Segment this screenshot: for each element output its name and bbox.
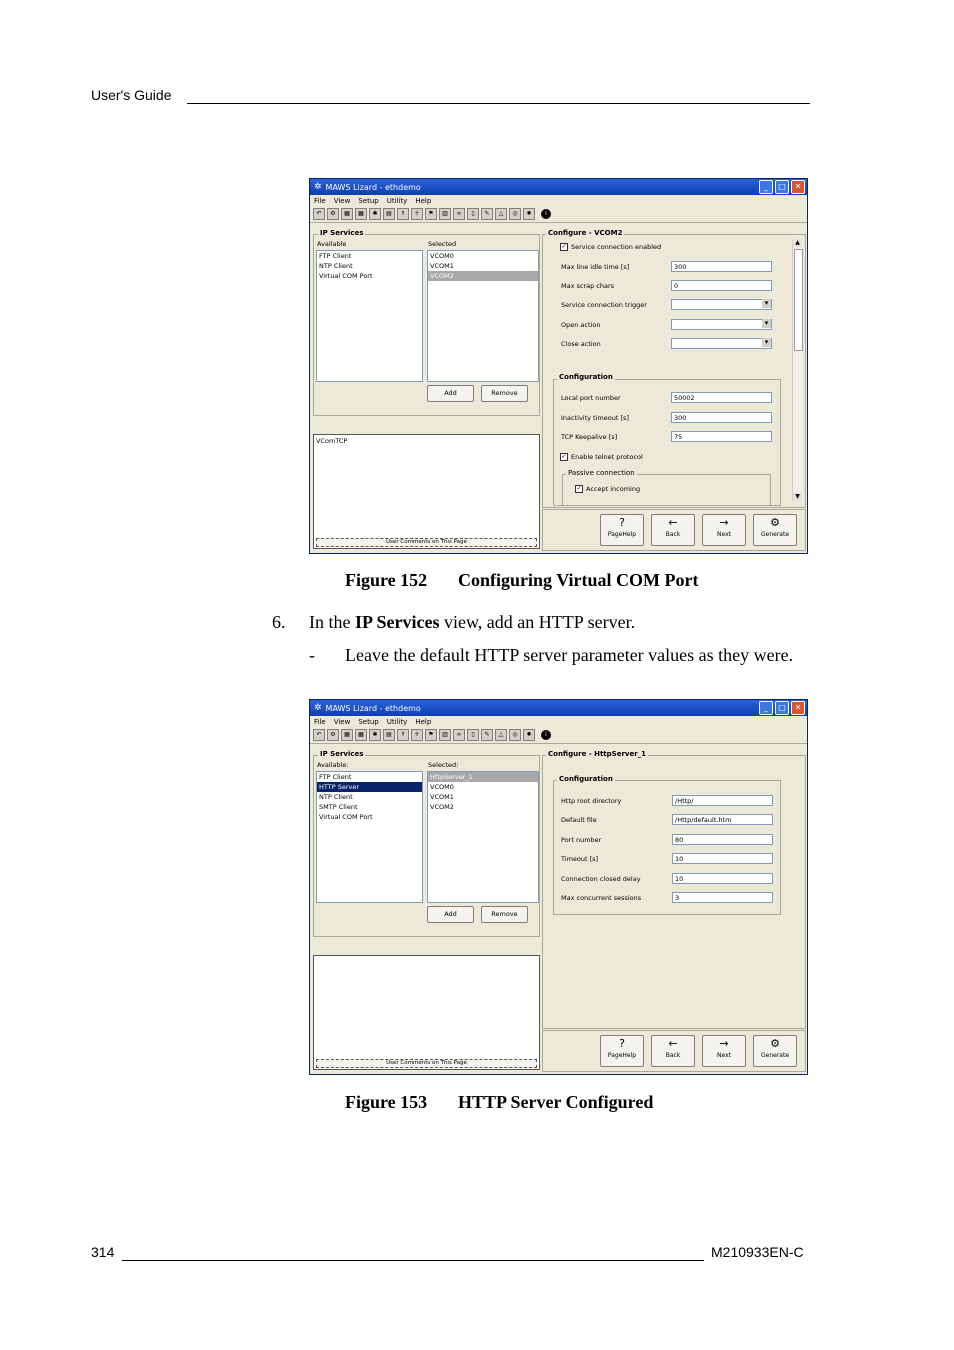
run-icon[interactable]: ☨ xyxy=(397,729,409,741)
list-item[interactable]: VCOM1 xyxy=(430,262,454,270)
passive-connection-title: Passive connection xyxy=(568,469,635,477)
back-button[interactable] xyxy=(651,514,695,546)
table-icon[interactable]: ▤ xyxy=(383,208,395,220)
close-button[interactable]: ✕ xyxy=(791,701,805,715)
user-comments-box[interactable] xyxy=(313,955,540,1070)
pen-icon[interactable]: ✎ xyxy=(481,208,493,220)
checkbox-label: Accept incoming xyxy=(586,485,641,493)
list-item[interactable]: VCOM0 xyxy=(430,783,454,791)
info-icon[interactable]: i xyxy=(541,209,551,219)
undo-icon[interactable]: ↶ xyxy=(313,208,325,220)
step-text-post: view, add an HTTP server. xyxy=(439,612,636,632)
comments-label: User Comments on This Page xyxy=(316,538,537,547)
header-rule xyxy=(187,103,810,104)
person-icon[interactable]: ☥ xyxy=(411,208,423,220)
list-item[interactable]: HttpServer_1 xyxy=(428,772,538,782)
add-button[interactable]: Add xyxy=(427,385,474,402)
available-label: Available: xyxy=(317,761,349,769)
user-comments-box[interactable] xyxy=(313,434,540,549)
remove-button[interactable]: Remove xyxy=(481,385,528,402)
combo-label: Service connection trigger xyxy=(561,301,647,309)
gear-icon[interactable]: ✹ xyxy=(523,208,535,220)
open-action-select[interactable] xyxy=(671,319,772,330)
document-icon[interactable]: ▯ xyxy=(467,208,479,220)
check-icon: ✓ xyxy=(576,485,582,492)
grid-icon[interactable]: ▥ xyxy=(439,208,451,220)
menu-view[interactable]: View xyxy=(333,196,351,205)
selected-list[interactable] xyxy=(427,250,539,382)
field-label: Timeout [s] xyxy=(561,855,599,863)
selected-label: Selected xyxy=(428,240,457,248)
scroll-up-icon[interactable]: ▲ xyxy=(793,239,802,247)
available-list[interactable] xyxy=(316,771,423,903)
max-scrap-field[interactable]: 0 xyxy=(671,280,772,291)
help-icon: ? xyxy=(619,516,625,529)
page-header: User's Guide xyxy=(91,87,172,103)
sensor-icon[interactable]: ✱ xyxy=(369,729,381,741)
list-item[interactable]: VCOM0 xyxy=(430,252,454,260)
device2-icon[interactable]: ▦ xyxy=(355,208,367,220)
checkbox-label: Enable telnet protocol xyxy=(571,453,643,461)
field-label: Http root directory xyxy=(561,797,622,805)
back-button[interactable] xyxy=(651,1035,695,1067)
table-icon[interactable]: ▤ xyxy=(383,729,395,741)
config-scrollbar[interactable] xyxy=(792,239,802,501)
checkbox-label: Service connection enabled xyxy=(571,243,662,251)
toolbar xyxy=(310,206,807,223)
generate-button[interactable] xyxy=(753,1035,797,1067)
tcp-keepalive-field[interactable]: 75 xyxy=(671,431,772,442)
step-text-bold: IP Services xyxy=(354,612,440,632)
run-icon[interactable]: ☨ xyxy=(397,208,409,220)
combo-label: Open action xyxy=(561,321,601,329)
menu-utility[interactable]: Utility xyxy=(386,717,408,726)
configure-title: Configure - VCOM2 xyxy=(548,229,623,237)
arrow-right-icon: → xyxy=(719,516,729,529)
list-item[interactable]: VCOM1 xyxy=(430,793,454,801)
minimize-button[interactable]: _ xyxy=(759,180,773,194)
button-label: Generate xyxy=(760,1052,790,1059)
accept-incoming-checkbox[interactable] xyxy=(575,485,640,493)
menu-file[interactable]: File xyxy=(314,717,326,726)
gears-icon: ⚙ xyxy=(770,1037,780,1050)
window-title: MAWS Lizard - ethdemo xyxy=(325,182,421,192)
port-number-field[interactable]: 80 xyxy=(672,834,773,845)
caption-title: HTTP Server Configured xyxy=(458,1092,654,1112)
title-bar xyxy=(310,179,807,195)
list-item[interactable]: VCOM2 xyxy=(430,803,454,811)
pagehelp-button[interactable] xyxy=(600,514,644,546)
comments-label: User Comments on This Page xyxy=(316,1059,537,1068)
button-label: PageHelp xyxy=(607,1052,637,1059)
service-connection-checkbox[interactable] xyxy=(560,243,661,251)
device-icon[interactable]: ▦ xyxy=(341,208,353,220)
configure-title: Configure - HttpServer_1 xyxy=(548,750,647,758)
field-label: Max scrap chars xyxy=(561,282,615,290)
field-label: Max concurrent sessions xyxy=(561,894,642,902)
menu-setup[interactable]: Setup xyxy=(358,717,379,726)
globe-icon[interactable]: ◎ xyxy=(509,729,521,741)
menu-help[interactable]: Help xyxy=(415,717,432,726)
list-item[interactable]: NTP Client xyxy=(319,262,353,270)
step-text-pre: In the xyxy=(309,612,355,632)
footer-rule xyxy=(122,1260,704,1261)
close-button[interactable]: ✕ xyxy=(791,180,805,194)
enable-telnet-checkbox[interactable] xyxy=(560,453,643,461)
app-icon: ✲ xyxy=(314,703,322,713)
button-label: Back xyxy=(665,1052,681,1059)
maximize-button[interactable]: □ xyxy=(775,701,789,715)
button-label: Next xyxy=(717,531,731,538)
undo-icon[interactable]: ↶ xyxy=(313,729,325,741)
inactivity-timeout-field[interactable]: 300 xyxy=(671,412,772,423)
next-button[interactable] xyxy=(702,514,746,546)
device-icon[interactable]: ▦ xyxy=(341,729,353,741)
gears-icon: ⚙ xyxy=(770,516,780,529)
figure-caption-153 xyxy=(345,1092,653,1113)
figure-caption-152 xyxy=(345,570,699,591)
available-list[interactable] xyxy=(316,250,423,382)
menu-file[interactable]: File xyxy=(314,196,326,205)
bell-icon[interactable]: △ xyxy=(495,208,507,220)
tool-icon[interactable]: ⚙ xyxy=(327,729,339,741)
configuration-title: Configuration xyxy=(559,373,613,381)
selected-label: Selected: xyxy=(428,761,459,769)
sub-dash: - xyxy=(309,645,315,665)
sensor-icon[interactable]: ✱ xyxy=(369,208,381,220)
next-button[interactable] xyxy=(702,1035,746,1067)
http-root-field[interactable]: /Http/ xyxy=(672,795,773,806)
menu-bar xyxy=(310,195,807,206)
field-label: Default file xyxy=(561,816,597,824)
caption-number: Figure 152 xyxy=(345,570,428,590)
document-code: M210933EN-C xyxy=(711,1244,804,1260)
scroll-thumb[interactable] xyxy=(794,249,803,351)
device2-icon[interactable]: ▦ xyxy=(355,729,367,741)
remove-button[interactable]: Remove xyxy=(481,906,528,923)
step-text xyxy=(309,612,635,633)
person-icon[interactable]: ☥ xyxy=(411,729,423,741)
step-number: 6. xyxy=(272,612,286,632)
service-trigger-select[interactable] xyxy=(671,299,772,310)
button-label: Back xyxy=(665,531,681,538)
add-button[interactable]: Add xyxy=(427,906,474,923)
menu-view[interactable]: View xyxy=(333,717,351,726)
check-icon: ✓ xyxy=(561,243,567,250)
max-line-idle-field[interactable]: 300 xyxy=(671,261,772,272)
help-icon: ? xyxy=(619,1037,625,1050)
menu-bar xyxy=(310,716,807,727)
field-label: Local port number xyxy=(561,394,621,402)
ip-services-title: IP Services xyxy=(320,229,364,237)
menu-setup[interactable]: Setup xyxy=(358,196,379,205)
window-title: MAWS Lizard - ethdemo xyxy=(325,703,421,713)
field-label: Connection closed delay xyxy=(561,875,641,883)
generate-button[interactable] xyxy=(753,514,797,546)
grid-icon[interactable]: ▥ xyxy=(439,729,451,741)
timeout-field[interactable]: 10 xyxy=(672,853,773,864)
ip-services-title: IP Services xyxy=(320,750,364,758)
maws-window-fig152 xyxy=(309,178,808,554)
menu-help[interactable]: Help xyxy=(415,196,432,205)
scroll-down-icon[interactable]: ▼ xyxy=(793,493,802,501)
binoculars-icon[interactable]: ∞ xyxy=(453,729,465,741)
caption-number: Figure 153 xyxy=(345,1092,428,1112)
check-icon: ✓ xyxy=(561,453,567,460)
list-item[interactable]: SMTP Client xyxy=(319,803,358,811)
bell-icon[interactable]: △ xyxy=(495,729,507,741)
selected-list[interactable] xyxy=(427,771,539,903)
list-item[interactable]: Virtual COM Port xyxy=(319,813,373,821)
button-label: PageHelp xyxy=(607,531,637,538)
toolbar xyxy=(310,727,807,744)
list-item[interactable]: HTTP Server xyxy=(317,782,422,792)
default-file-field[interactable]: /Http/default.htm xyxy=(672,814,773,825)
list-item[interactable]: Virtual COM Port xyxy=(319,272,373,280)
menu-utility[interactable]: Utility xyxy=(386,196,408,205)
field-label: Max line idle time [s] xyxy=(561,263,630,271)
combo-label: Close action xyxy=(561,340,601,348)
max-sessions-field[interactable]: 3 xyxy=(672,892,773,903)
info-icon[interactable]: i xyxy=(541,730,551,740)
gear-icon[interactable]: ✹ xyxy=(523,729,535,741)
button-label: Generate xyxy=(760,531,790,538)
pen-icon[interactable]: ✎ xyxy=(481,729,493,741)
field-label: Inactivity timeout [s] xyxy=(561,414,629,422)
configuration-title: Configuration xyxy=(559,775,613,783)
maximize-button[interactable]: □ xyxy=(775,180,789,194)
button-label: Next xyxy=(717,1052,731,1059)
arrow-right-icon: → xyxy=(719,1037,729,1050)
flag-icon[interactable]: ⚑ xyxy=(425,729,437,741)
binoculars-icon[interactable]: ∞ xyxy=(453,208,465,220)
field-label: TCP Keepalive [s] xyxy=(561,433,618,441)
tool-icon[interactable]: ⚙ xyxy=(327,208,339,220)
caption-title: Configuring Virtual COM Port xyxy=(458,570,699,590)
list-item[interactable]: FTP Client xyxy=(319,252,352,260)
arrow-left-icon: ← xyxy=(668,1037,678,1050)
page-number: 314 xyxy=(91,1244,115,1260)
local-port-field[interactable]: 50002 xyxy=(671,392,772,403)
list-item[interactable]: VCOM2 xyxy=(428,271,538,281)
arrow-left-icon: ← xyxy=(668,516,678,529)
document-icon[interactable]: ▯ xyxy=(467,729,479,741)
available-label: Available xyxy=(317,240,347,248)
comment-text: VComTCP xyxy=(316,437,348,445)
pagehelp-button[interactable] xyxy=(600,1035,644,1067)
sub-step-text: Leave the default HTTP server parameter values as they were. xyxy=(345,645,794,665)
list-item[interactable]: NTP Client xyxy=(319,793,353,801)
minimize-button[interactable]: _ xyxy=(759,701,773,715)
close-action-select[interactable] xyxy=(671,338,772,349)
app-icon: ✲ xyxy=(314,182,322,192)
flag-icon[interactable]: ⚑ xyxy=(425,208,437,220)
field-label: Port number xyxy=(561,836,602,844)
globe-icon[interactable]: ◎ xyxy=(509,208,521,220)
list-item[interactable]: FTP Client xyxy=(319,773,352,781)
connection-closed-delay-field[interactable]: 10 xyxy=(672,873,773,884)
title-bar xyxy=(310,700,807,716)
maws-window-fig153 xyxy=(309,699,808,1075)
